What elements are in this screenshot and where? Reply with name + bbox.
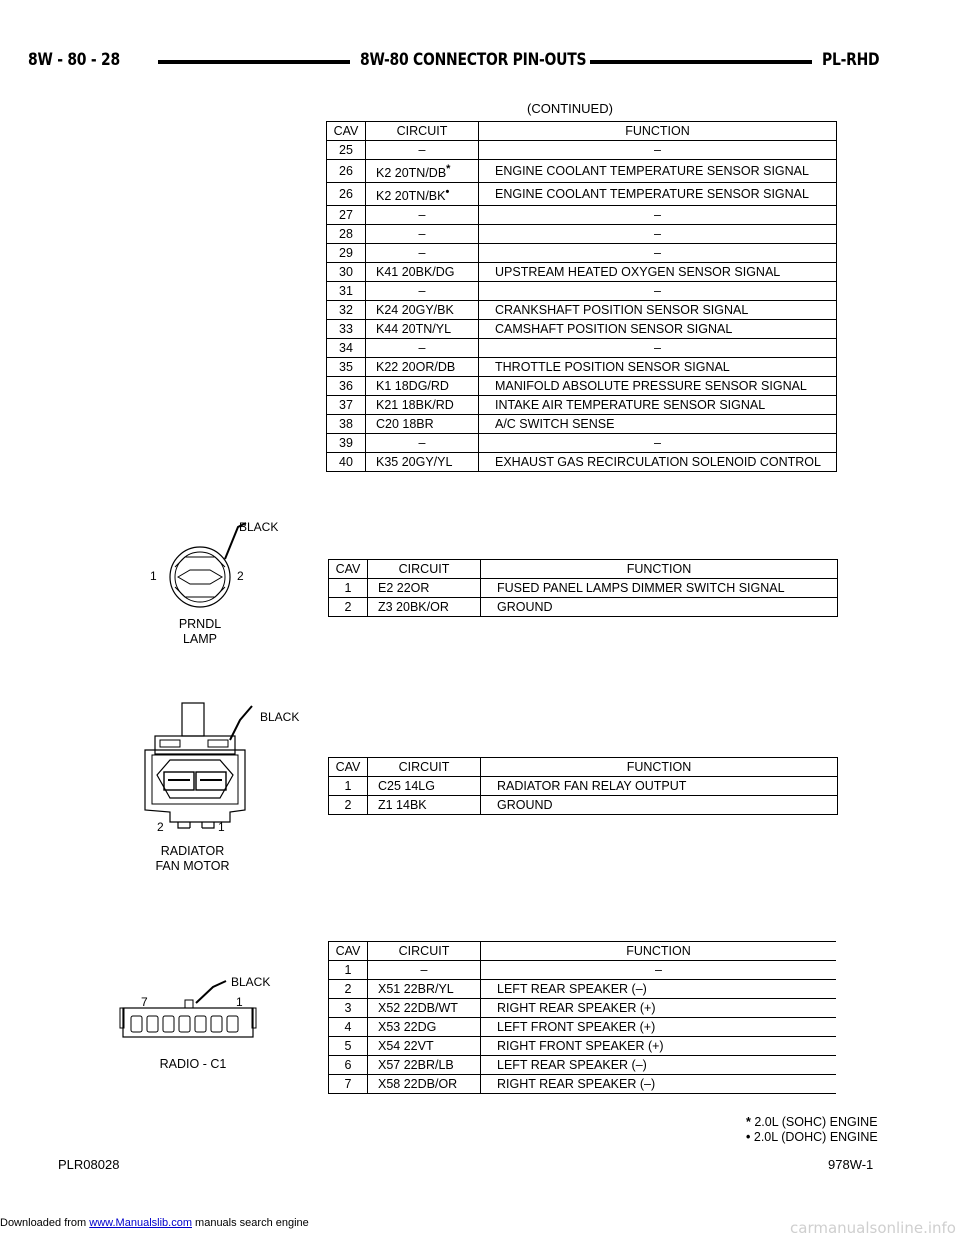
cell-circuit — [368, 1056, 481, 1075]
legend-dot-mark: • — [746, 1130, 751, 1144]
cell-circuit — [368, 961, 481, 980]
cell-cav: 26 — [327, 160, 366, 183]
cell-circuit — [366, 339, 479, 358]
legend-sohc-text: 2.0L (SOHC) ENGINE — [754, 1115, 878, 1129]
radio-pin-1-label: 1 — [236, 995, 243, 1009]
table-row — [329, 796, 838, 815]
legend-dohc — [746, 1130, 878, 1145]
prndl-name-line2: LAMP — [182, 632, 218, 646]
circuit-code: – — [418, 436, 426, 451]
cell-circuit — [366, 453, 479, 472]
table-row — [329, 1056, 837, 1075]
table-row — [327, 339, 837, 358]
prndl-pin-2-label: 2 — [237, 569, 244, 583]
header-circuit: CIRCUIT — [368, 758, 481, 777]
circuit-code: – — [418, 246, 426, 261]
table-row — [327, 415, 837, 434]
cell-circuit — [366, 434, 479, 453]
cell-circuit — [368, 1037, 481, 1056]
circuit-code: – — [418, 208, 426, 223]
cell-cav: 31 — [327, 282, 366, 301]
circuit-code: E2 22OR — [378, 581, 430, 595]
circuit-code: X53 22DG — [378, 1020, 437, 1034]
table-row — [329, 999, 837, 1018]
cell-cav: 28 — [327, 225, 366, 244]
radiator-pin-2-label: 2 — [157, 820, 164, 834]
prndl-lamp-label — [160, 617, 240, 647]
cell-cav: 1 — [329, 961, 368, 980]
table-row — [327, 434, 837, 453]
header-cav: CAV — [327, 122, 366, 141]
header-function: FUNCTION — [481, 758, 838, 777]
cell-cav: 5 — [329, 1037, 368, 1056]
table-row — [327, 244, 837, 263]
cell-cav: 7 — [329, 1075, 368, 1094]
connector-table-prndl-lamp — [328, 559, 838, 617]
legend-asterisk-mark: * — [746, 1115, 751, 1129]
circuit-code: K41 20BK/DG — [376, 265, 455, 280]
cell-circuit — [366, 160, 479, 183]
header-cav: CAV — [329, 758, 368, 777]
cell-circuit — [368, 598, 481, 617]
cell-cav: 4 — [329, 1018, 368, 1037]
radio-c1-label: RADIO - C1 — [159, 1057, 227, 1071]
header-function: FUNCTION — [481, 560, 838, 579]
table-row — [327, 377, 837, 396]
cell-circuit — [366, 206, 479, 225]
header-function: FUNCTION — [481, 942, 837, 961]
cell-circuit — [366, 282, 479, 301]
cell-function: – — [479, 244, 837, 263]
cell-circuit — [368, 796, 481, 815]
cell-function: – — [479, 282, 837, 301]
cell-circuit — [368, 980, 481, 999]
cell-cav: 40 — [327, 453, 366, 472]
cell-circuit — [368, 999, 481, 1018]
cell-cav: 29 — [327, 244, 366, 263]
header-circuit: CIRCUIT — [366, 122, 479, 141]
download-prefix: Downloaded from — [0, 1217, 90, 1229]
connector-table-radiator-fan — [328, 757, 838, 815]
table-row — [327, 301, 837, 320]
cell-cav: 3 — [329, 999, 368, 1018]
radio-pin-7-label: 7 — [141, 995, 148, 1009]
cell-function: A/C SWITCH SENSE — [479, 415, 837, 434]
cell-circuit — [366, 141, 479, 160]
table-row — [327, 320, 837, 339]
table-row — [329, 579, 838, 598]
connector-table-radio-c1 — [328, 941, 836, 1094]
circuit-code: K35 20GY/YL — [376, 455, 453, 470]
cell-circuit — [368, 579, 481, 598]
cell-circuit — [366, 263, 479, 282]
cell-function: FUSED PANEL LAMPS DIMMER SWITCH SIGNAL — [481, 579, 838, 598]
cell-circuit — [366, 244, 479, 263]
download-note — [0, 1217, 309, 1229]
header-cav: CAV — [329, 560, 368, 579]
circuit-code: K22 20OR/DB — [376, 360, 456, 375]
circuit-code: K2 20TN/BK — [376, 189, 446, 204]
cell-cav: 2 — [329, 796, 368, 815]
cell-function: – — [479, 434, 837, 453]
cell-cav: 33 — [327, 320, 366, 339]
legend-dohc-text: 2.0L (DOHC) ENGINE — [753, 1130, 878, 1144]
table-row — [329, 1018, 837, 1037]
cell-cav: 39 — [327, 434, 366, 453]
cell-cav: 37 — [327, 396, 366, 415]
circuit-code: X51 22BR/YL — [378, 982, 454, 996]
cell-circuit — [368, 1075, 481, 1094]
manualslib-link[interactable]: www.Manualslib.com — [89, 1217, 192, 1229]
circuit-code: K44 20TN/YL — [376, 322, 452, 337]
circuit-code: K24 20GY/BK — [376, 303, 454, 318]
circuit-code: Z3 20BK/OR — [378, 600, 449, 614]
cell-function: GROUND — [481, 598, 838, 617]
cell-cav: 32 — [327, 301, 366, 320]
table-row — [327, 358, 837, 377]
cell-function: MANIFOLD ABSOLUTE PRESSURE SENSOR SIGNAL — [479, 377, 837, 396]
circuit-code: K2 20TN/DB — [376, 166, 447, 181]
table-row — [327, 396, 837, 415]
cell-circuit — [366, 183, 479, 206]
cell-function: GROUND — [481, 796, 838, 815]
continued-label: (CONTINUED) — [527, 101, 613, 116]
table-header-row — [329, 758, 838, 777]
cell-function: LEFT REAR SPEAKER (–) — [481, 1056, 837, 1075]
cell-circuit — [366, 301, 479, 320]
page-title: 8W-80 CONNECTOR PIN-OUTS — [360, 50, 587, 70]
cell-function: CAMSHAFT POSITION SENSOR SIGNAL — [479, 320, 837, 339]
cell-circuit — [366, 396, 479, 415]
cell-cav: 30 — [327, 263, 366, 282]
cell-function: INTAKE AIR TEMPERATURE SENSOR SIGNAL — [479, 396, 837, 415]
table-row — [327, 282, 837, 301]
cell-function: RIGHT REAR SPEAKER (–) — [481, 1075, 837, 1094]
cell-function: ENGINE COOLANT TEMPERATURE SENSOR SIGNAL — [479, 183, 837, 206]
page-number: 8W - 80 - 28 — [28, 50, 120, 70]
table-row — [327, 160, 837, 183]
table-row — [329, 1037, 837, 1056]
header-circuit: CIRCUIT — [368, 942, 481, 961]
circuit-code: – — [420, 963, 428, 977]
cell-function: LEFT REAR SPEAKER (–) — [481, 980, 837, 999]
connector-table-continued — [326, 121, 837, 472]
cell-circuit — [366, 377, 479, 396]
cell-circuit — [366, 358, 479, 377]
table-header-row — [329, 942, 837, 961]
cell-function: – — [479, 206, 837, 225]
radiator-name-line1: RADIATOR — [160, 844, 225, 858]
cell-function: EXHAUST GAS RECIRCULATION SOLENOID CONTROL — [479, 453, 837, 472]
table-row — [329, 1075, 837, 1094]
cell-function: – — [479, 141, 837, 160]
cell-circuit — [366, 225, 479, 244]
radiator-name-line2: FAN MOTOR — [155, 859, 230, 873]
cell-function: UPSTREAM HEATED OXYGEN SENSOR SIGNAL — [479, 263, 837, 282]
cell-function: RADIATOR FAN RELAY OUTPUT — [481, 777, 838, 796]
circuit-code: K21 18BK/RD — [376, 398, 454, 413]
prndl-name-line1: PRNDL — [178, 617, 222, 631]
table-header-row — [327, 122, 837, 141]
table-row — [327, 263, 837, 282]
download-suffix: manuals search engine — [191, 1217, 309, 1229]
engine-variant-mark: • — [445, 186, 450, 199]
header-circuit: CIRCUIT — [368, 560, 481, 579]
cell-cav: 34 — [327, 339, 366, 358]
circuit-code: X52 22DB/WT — [378, 1001, 458, 1015]
circuit-code: Z1 14BK — [378, 798, 427, 812]
cell-function: RIGHT REAR SPEAKER (+) — [481, 999, 837, 1018]
header-rule-right — [590, 60, 812, 64]
circuit-code: – — [418, 227, 426, 242]
cell-function: – — [479, 225, 837, 244]
cell-circuit — [368, 777, 481, 796]
cell-cav: 2 — [329, 980, 368, 999]
cell-cav: 25 — [327, 141, 366, 160]
cell-cav: 1 — [329, 579, 368, 598]
cell-cav: 38 — [327, 415, 366, 434]
circuit-code: X54 22VT — [378, 1039, 434, 1053]
cell-cav: 1 — [329, 777, 368, 796]
radiator-color-label: BLACK — [260, 710, 300, 724]
table-header-row — [329, 560, 838, 579]
table-row — [327, 183, 837, 206]
circuit-code: X58 22DB/OR — [378, 1077, 458, 1091]
table-row — [327, 206, 837, 225]
table-row — [327, 453, 837, 472]
circuit-code: – — [418, 284, 426, 299]
circuit-code: X57 22BR/LB — [378, 1058, 454, 1072]
radiator-fan-label — [140, 844, 245, 874]
cell-function: LEFT FRONT SPEAKER (+) — [481, 1018, 837, 1037]
circuit-code: C25 14LG — [378, 779, 435, 793]
cell-circuit — [366, 415, 479, 434]
radio-color-label: BLACK — [231, 975, 271, 989]
cell-cav: 27 — [327, 206, 366, 225]
engine-variant-mark: * — [446, 163, 451, 175]
legend-sohc — [746, 1115, 878, 1130]
cell-circuit — [368, 1018, 481, 1037]
table-row — [329, 980, 837, 999]
figure-code: 978W-1 — [828, 1157, 874, 1172]
cell-function: – — [479, 339, 837, 358]
cell-function: – — [481, 961, 837, 980]
cell-cav: 36 — [327, 377, 366, 396]
cell-function: ENGINE COOLANT TEMPERATURE SENSOR SIGNAL — [479, 160, 837, 183]
circuit-code: – — [418, 143, 426, 157]
table-row — [327, 141, 837, 160]
figure-id: PLR08028 — [58, 1157, 120, 1172]
circuit-code: – — [418, 341, 426, 356]
table-row — [327, 225, 837, 244]
cell-cav: 2 — [329, 598, 368, 617]
cell-cav: 6 — [329, 1056, 368, 1075]
prndl-color-label: BLACK — [239, 520, 279, 534]
circuit-code: C20 18BR — [376, 417, 434, 432]
cell-function: RIGHT FRONT SPEAKER (+) — [481, 1037, 837, 1056]
cell-cav: 35 — [327, 358, 366, 377]
watermark: carmanualsonline.info — [790, 1219, 956, 1237]
table-row — [329, 598, 838, 617]
circuit-code: K1 18DG/RD — [376, 379, 449, 394]
cell-function: THROTTLE POSITION SENSOR SIGNAL — [479, 358, 837, 377]
header-cav: CAV — [329, 942, 368, 961]
prndl-pin-1-label: 1 — [150, 569, 157, 583]
radiator-pin-1-label: 1 — [218, 820, 225, 834]
table-row — [329, 777, 838, 796]
cell-circuit — [366, 320, 479, 339]
model-label: PL-RHD — [822, 50, 880, 70]
header-function: FUNCTION — [479, 122, 837, 141]
header-rule-left — [158, 60, 350, 64]
table-row — [329, 961, 837, 980]
cell-cav: 26 — [327, 183, 366, 206]
cell-function: CRANKSHAFT POSITION SENSOR SIGNAL — [479, 301, 837, 320]
